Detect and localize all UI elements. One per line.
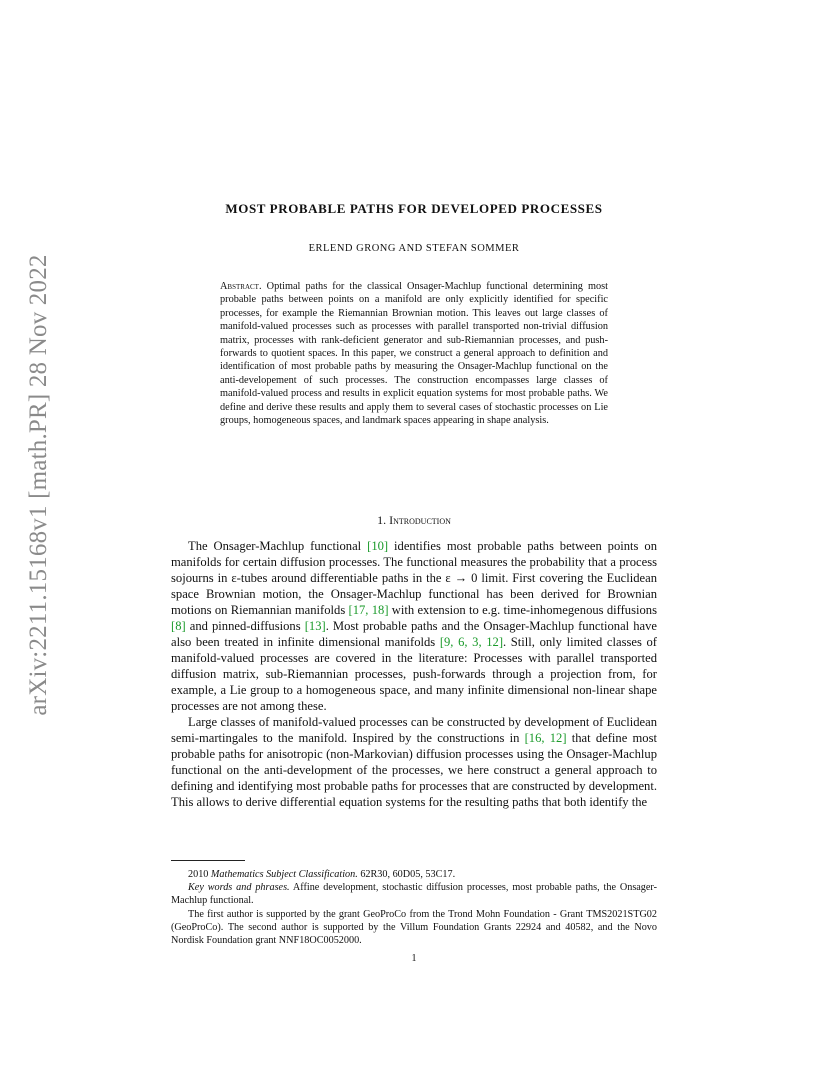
section-number: 1. bbox=[377, 513, 387, 527]
footnote-msc bbox=[171, 868, 657, 881]
footnote-funding: The first author is supported by the grant GeoProCo from the Trond Mohn Foundation - Grant TMS2021STG02 (GeoProCo). The second author is supported by the Villum Foundation Grants 22924 and 40582, and the Novo Nordisk Foundation grant NNF18OC0052000. bbox=[171, 908, 657, 947]
section-title: Introduction bbox=[389, 513, 451, 527]
keywords-label: Key words and phrases. bbox=[188, 882, 290, 894]
citation-link[interactable]: [8] bbox=[171, 619, 186, 633]
citation-link[interactable]: [16, 12] bbox=[524, 731, 567, 745]
paper-authors: ERLEND GRONG AND STEFAN SOMMER bbox=[308, 243, 520, 254]
arxiv-identifier[interactable]: arXiv:2211.15168v1 [math.PR] 28 Nov 2022 bbox=[25, 254, 52, 716]
citation-link[interactable]: [13] bbox=[304, 619, 326, 633]
keywords-text: Affine development, stochastic diffusion processes, most probable paths, the Onsager-Machlup functional. bbox=[171, 882, 657, 907]
text-run: and pinned-diffusions bbox=[185, 619, 305, 633]
paragraph bbox=[171, 714, 657, 810]
msc-label: Mathematics Subject Classification. bbox=[210, 869, 358, 880]
msc-codes: 62R30, 60D05, 53C17. bbox=[357, 869, 456, 880]
paper-title: MOST PROBABLE PATHS FOR DEVELOPED PROCESSES bbox=[225, 201, 603, 216]
text-run: with extension to e.g. time-inhomegenous diffusions bbox=[388, 603, 657, 617]
footnote-keywords bbox=[171, 881, 657, 907]
text-run: that define most probable paths for anisotropic (non-Markovian) diffusion processes using the Onsager-Machlup functional on the anti-development of the processes, we here construct a general approach to defining and identifying most probable paths for processes that are constructed by development. This allows to derive differential equation systems for the resulting paths that both identify the bbox=[171, 731, 657, 809]
citation-link[interactable]: [9, 6, 3, 12] bbox=[439, 635, 504, 649]
abstract-text: Optimal paths for the classical Onsager-Machlup functional determining most probable paths between points on a manifold are only explicitly identified for specific processes, for example the Riemannian Brownian motion. This leaves out large classes of manifold-valued processes such as processes with parallel transported non-trivial diffusion matrix, processes with rank-deficient generator and sub-Riemannian processes, and push-forwards to quotient spaces. In this paper, we construct a general approach to definition and identification of most probable paths by measuring the Onsager-Machlup functional on the anti-developement of such processes. The construction encompasses large classes of manifold-valued process and results in explicit equation systems for most probable paths. We define and derive these results and apply them to several cases of stochastic processes on Lie groups, homogeneous spaces, and landmark spaces appearing in shape analysis. bbox=[220, 281, 609, 427]
text-run: . Most probable paths and the Onsager-Machlup functional have also been treated in infinite dimensional manifolds bbox=[171, 619, 657, 649]
text-run: identifies most probable paths between points on manifolds for certain diffusion processes. The functional measures the probability that a process sojourns in ε-tubes around differentiable paths in the ε → 0 limit. First covering the Euclidean space Brownian motion, the Onsager-Machlup functional has been derived for Brownian motions on Riemannian manifolds bbox=[171, 539, 657, 617]
text-run: Large classes of manifold-valued processes can be constructed by development of Euclidean semi-martingales to the manifold. Inspired by the constructions in bbox=[171, 715, 657, 745]
paragraph bbox=[171, 538, 657, 714]
arxiv-sidebar bbox=[18, 254, 60, 716]
abstract bbox=[220, 280, 608, 427]
section-heading bbox=[170, 513, 658, 528]
text-run: 2010 bbox=[188, 869, 211, 880]
text-run: . Still, only limited classes of manifold-valued processes are covered in the literature: Processes with parallel transported diffusion matrix, sub-Riemannian processes, push-forwards through a projection from, for example, a Lie group to a homogeneous space, and many infinite dimensional non-linear shape processes are not among these. bbox=[171, 635, 657, 713]
text-run: The Onsager-Machlup functional bbox=[188, 539, 368, 553]
footnotes bbox=[171, 868, 657, 947]
footnote-rule bbox=[171, 860, 245, 861]
abstract-label: Abstract. bbox=[220, 281, 262, 292]
body-text bbox=[171, 538, 657, 810]
page-number: 1 bbox=[411, 953, 417, 964]
citation-link[interactable]: [10] bbox=[367, 539, 389, 553]
citation-link[interactable]: [17, 18] bbox=[348, 603, 389, 617]
